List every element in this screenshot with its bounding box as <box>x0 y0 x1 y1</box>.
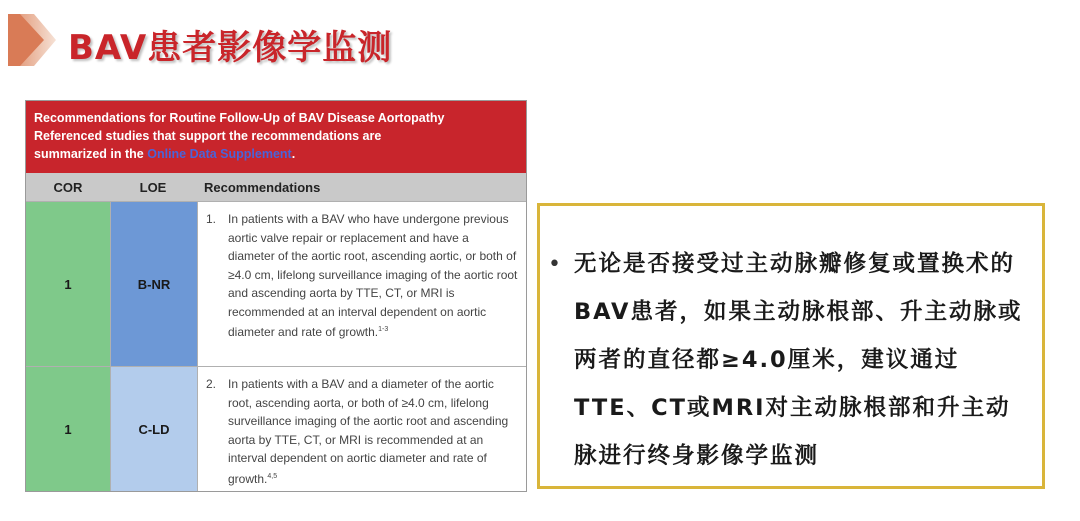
caption-text: . <box>291 147 296 161</box>
caption-line: Referenced studies that support the recommendations are <box>34 129 382 143</box>
recommendation-text <box>228 210 518 366</box>
table-row <box>26 367 526 491</box>
table-caption <box>26 101 526 173</box>
table-column-headers <box>26 173 526 202</box>
cor-cell: 1 <box>26 367 111 491</box>
caption-text: summarized in the <box>34 147 148 161</box>
recommendation-body: In patients with a BAV and a diameter of the aortic root, ascending aorta, or both of ≥4.0 cm, lifelong surveillance imaging of the aortic root and ascending aorta by TTE, CT, or MRI is recommended at an interval dependent on aortic diameter and rate of growth. <box>228 377 509 486</box>
recommendation-cell <box>198 202 526 366</box>
recommendation-body: In patients with a BAV who have undergone previous aortic valve repair or replacement and have a diameter of the aortic root, ascending aortic, or both of ≥4.0 cm, lifelong surveillance imaging of the aortic root and ascending aorta by TTE, CT, or MRI is recommended at an interval dependent on aortic diameter and rate of growth. <box>228 212 518 339</box>
table-row <box>26 202 526 367</box>
reference-superscript: 1-3 <box>378 326 389 333</box>
slide-title: BAV患者影像学监测 <box>68 28 393 68</box>
recommendations-table <box>25 100 527 492</box>
caption-line <box>34 145 518 163</box>
column-header-recommendations: Recommendations <box>204 179 321 195</box>
chevron-arrow-icon <box>8 14 56 66</box>
bullet-icon: • <box>548 252 561 277</box>
loe-cell: B-NR <box>111 202 198 366</box>
loe-cell: C-LD <box>111 367 198 491</box>
column-header-cor: COR <box>53 179 83 195</box>
summary-box <box>537 203 1045 489</box>
recommendation-cell <box>198 367 526 491</box>
caption-line: Recommendations for Routine Follow-Up of BAV Disease Aortopathy <box>34 111 445 125</box>
reference-superscript: 4,5 <box>267 472 278 480</box>
summary-text: 无论是否接受过主动脉瓣修复或置换术的BAV患者，如果主动脉根部、升主动脉或两者的直径都≥4.0厘米，建议通过TTE、CT或MRI对主动脉根部和升主动脉进行终身影像学监测 <box>574 251 1023 469</box>
column-header-loe: LOE <box>139 179 167 195</box>
recommendation-number: 2. <box>206 377 217 391</box>
cor-cell: 1 <box>26 202 111 366</box>
recommendation-text <box>228 375 518 491</box>
recommendation-number: 1. <box>206 212 217 226</box>
online-data-supplement-link[interactable]: Online Data Supplement <box>147 147 292 161</box>
slide-title-bar <box>0 8 500 68</box>
